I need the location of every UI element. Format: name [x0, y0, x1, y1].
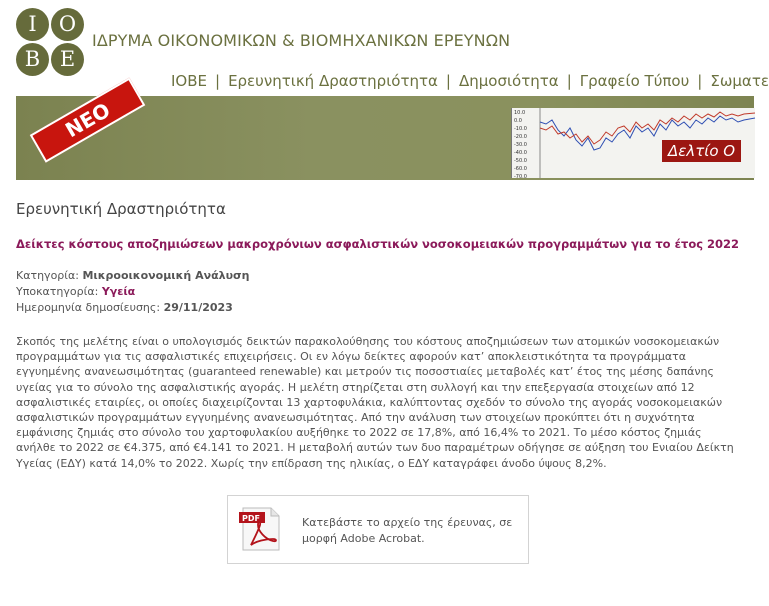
header-banner — [16, 96, 754, 180]
subcategory-label: Υποκατηγορία: — [16, 285, 99, 298]
nav-separator: | — [697, 72, 703, 90]
site-title: ΙΔΡΥΜΑ ΟΙΚΟΝΟΜΙΚΩΝ & ΒΙΟΜΗΧΑΝΙΚΩΝ ΕΡΕΥΝΩΝ — [92, 31, 511, 50]
nav-item-publicity[interactable]: Δημοσιότητα — [458, 72, 559, 90]
bulletin-banner[interactable] — [511, 108, 755, 178]
axis-tick: -70.0 — [514, 174, 527, 180]
axis-tick: 10.0 — [514, 110, 526, 116]
nav-item-research[interactable]: Ερευνητική Δραστηριότητα — [228, 72, 438, 90]
subcategory-value[interactable]: Υγεία — [101, 285, 136, 298]
main-nav — [171, 72, 769, 90]
axis-tick: -30.0 — [514, 142, 527, 148]
logo-letter-3: Β — [16, 43, 49, 76]
logo-letter-2: Ο — [51, 8, 84, 41]
subcategory-row — [16, 284, 249, 300]
axis-tick: -20.0 — [514, 134, 527, 140]
category-row — [16, 268, 249, 284]
axis-tick: -60.0 — [514, 166, 527, 172]
study-description: Σκοπός της μελέτης είναι ο υπολογισμός δεικτών παρακολούθησης του κόστους αποζημιώσεων των ατομικών νοσοκομειακών προγραμμάτων για τις ασφαλιστικές επιχειρήσεις. Οι εν λόγω δείκτες αφορούν κατ’ αποκλειστικότητα τα προγράμματα εγγυημένης ανανεωσιμότητας (guaranteed renewable) και μετρούν τις ποσοστιαίες μεταβολές κατ’ έτος της μέσης δαπάνης υγείας για το σύνολο της ασφαλιστικής αγοράς. Η μελέτη στηρίζεται στη συλλογή και την επεξεργασία στοιχείων από 12 ασφαλιστικές εταιρίες, οι οποίες διαχειρίζονται 13 χαρτοφυλάκια, καλύπτοντας σχεδόν το σύνολο της αγοράς νοσοκομειακών ασφαλιστικών προγραμμάτων εγγυημένης ανανεωσιμότητας. Από την ανάλυση των στοιχείων προκύπτει ότι η συχνότητα εμφάνισης ζημιάς στο σύνολο του χαρτοφυλακίου αυξήθηκε το 2022 σε 17,8%, από 16,4% το 2021. Το μέσο κόστος ζημιάς ανήλθε το 2022 σε €4.375, από €4.141 το 2021. Η μεταβολή αυτών των δυο παραμέτρων οδήγησε σε αύξηση του Ενιαίου Δείκτη Υγείας (ΕΔΥ) κατά 14,0% το 2022. Χωρίς την επίδραση της ηλικίας, ο ΕΔΥ καταγράφει άνοδο ύψους 8,2%. — [16, 335, 734, 470]
axis-tick: -40.0 — [514, 150, 527, 156]
pdf-icon-label: PDF — [242, 514, 260, 523]
nav-item-press-office[interactable]: Γραφείο Τύπου — [579, 72, 690, 90]
section-title: Ερευνητική Δραστηριότητα — [16, 200, 226, 218]
axis-tick: -50.0 — [514, 158, 527, 164]
category-value[interactable]: Μικροοικονομική Ανάλυση — [82, 269, 250, 282]
nav-item-iobe[interactable]: ΙΟΒΕ — [171, 72, 207, 90]
new-badge: ΝΕΟ — [30, 77, 146, 162]
site-logo[interactable] — [16, 8, 84, 76]
nav-separator: | — [566, 72, 572, 90]
logo-letter-4: Ε — [51, 43, 84, 76]
logo-letter-1: Ι — [16, 8, 49, 41]
pdf-download-link[interactable]: Κατεβάστε το αρχείο της έρευνας, σε μορφή Adobe Acrobat. — [302, 516, 513, 545]
date-label: Ημερομηνία δημοσίευσης: — [16, 301, 161, 314]
pdf-download-box[interactable] — [227, 495, 529, 564]
axis-tick: -10.0 — [514, 126, 527, 132]
pdf-icon[interactable] — [239, 506, 281, 552]
study-meta — [16, 268, 249, 316]
nav-separator: | — [445, 72, 451, 90]
date-value: 29/11/2023 — [163, 301, 233, 314]
date-row — [16, 300, 249, 316]
study-title: Δείκτες κόστους αποζημιώσεων μακροχρόνιων ασφαλιστικών νοσοκομειακών προγραμμάτων για το έτος 2022 — [16, 237, 740, 251]
category-label: Κατηγορία: — [16, 269, 79, 282]
axis-tick: 0.0 — [514, 118, 522, 124]
bulletin-label: Δελτίο Ο — [662, 140, 741, 162]
nav-item-associations[interactable]: Σωματε — [710, 72, 769, 90]
nav-separator: | — [215, 72, 221, 90]
